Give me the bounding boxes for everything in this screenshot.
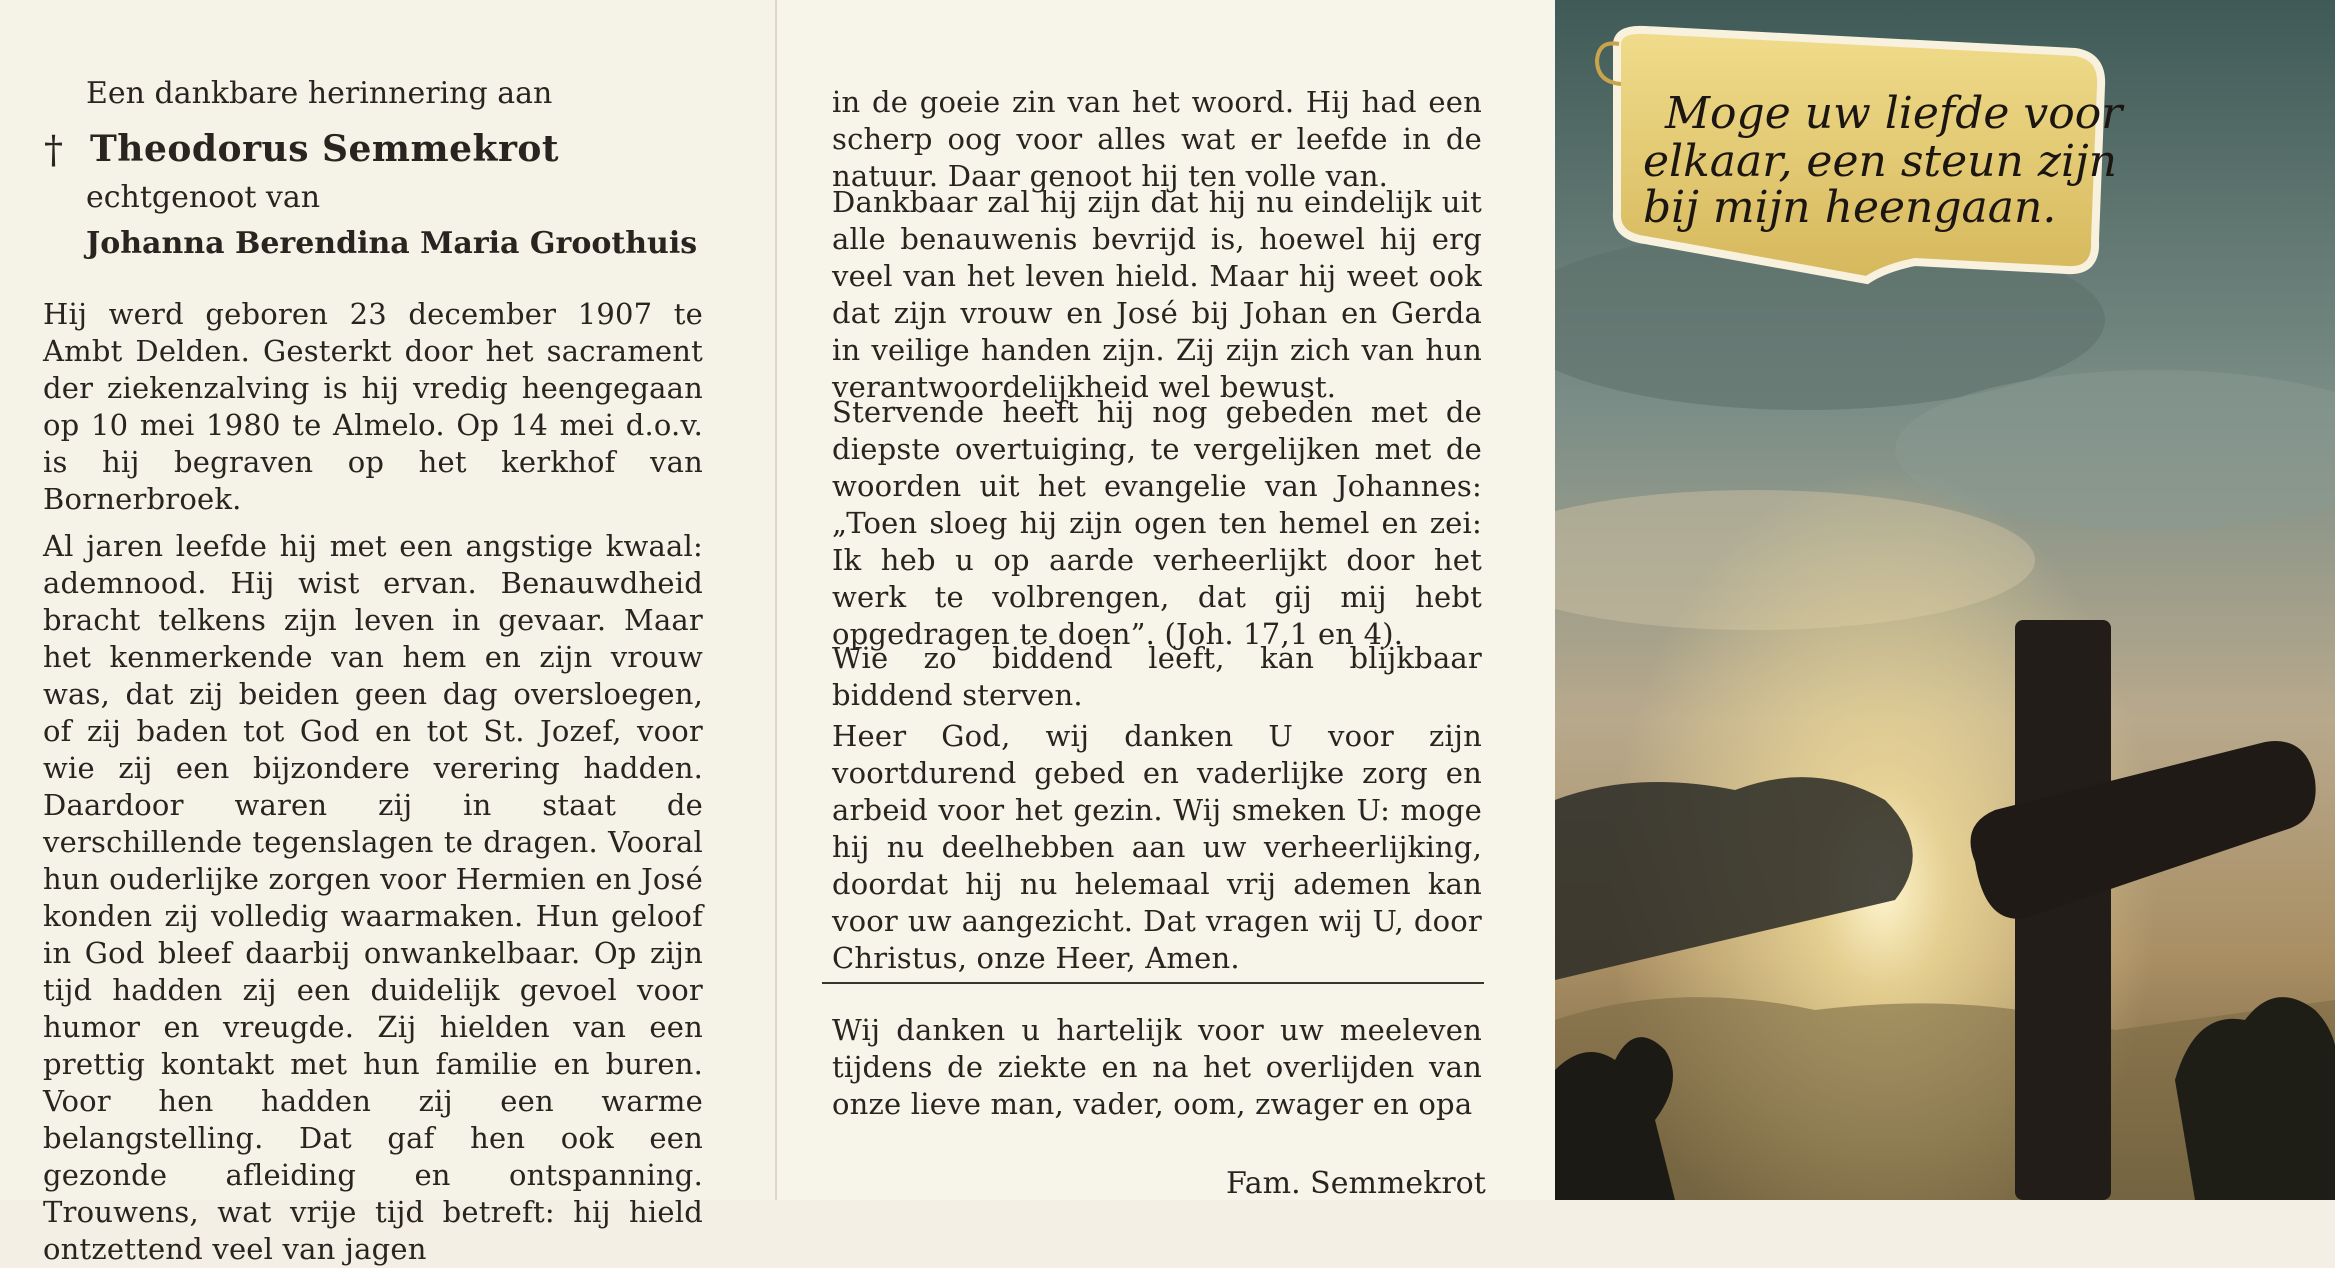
biddend-paragraph: Wie zo biddend leeft, kan blijkbaar biddend sterven. xyxy=(832,641,1482,712)
nature-paragraph: in de goeie zin van het woord. Hij had een scherp oog voor alles wat er leefde in de natuur. Daar genoot hij ten volle van. xyxy=(832,85,1482,193)
family-signature: Fam. Semmekrot xyxy=(1226,1166,1486,1201)
prayer-paragraph: Stervende heeft hij nog gebeden met de diepste overtuiging, te vergelijken met de woorden uit het evangelie van Johannes: „Toen sloeg hij zijn ogen ten hemel en zei: Ik heb u op aarde verheerlijkt door het werk te volbrengen, dat gij mij hebt opgedragen te doen”. (Joh. 17,1 en 4). xyxy=(832,395,1482,651)
biography-paragraph: Hij werd geboren 23 december 1907 te Ambt Delden. Gesterkt door het sacrament der ziekenzalving is hij vredig heengegaan op 10 mei 1980 te Almelo. Op 14 mei d.o.v. is hij begraven op het kerkhof van Bornerbroek. xyxy=(43,297,703,516)
divider-rule xyxy=(822,982,1484,984)
sky-cross-illustration xyxy=(1555,0,2335,1200)
fold-line xyxy=(775,0,777,1200)
deceased-name: Theodorus Semmekrot xyxy=(90,128,560,170)
character-paragraph: Al jaren leefde hij met een angstige kwaal: ademnood. Hij wist ervan. Benauwdheid bracht telkens zijn leven in gevaar. Maar het kenmerkende van hem en zijn vrouw was, dat zij beiden geen dag oversloegen, of zij baden tot God en tot St. Jozef, voor wie zij een bijzondere verering hadden. Daardoor waren zij in staat de verschillende tegenslagen te dragen. Vooral hun ouderlijke zorgen voor Hermien en José konden zij volledig waarmaken. Hun geloof in God bleef daarbij onwankelbaar. Op zijn tijd hadden zij een duidelijk gevoel voor humor en vreugde. Zij hielden van een prettig kontakt met hun familie en buren. Voor hen hadden zij een warme belangstelling. Dat gaf hen ook een gezonde afleiding en ontspanning. Trouwens, wat vrije tijd betreft: hij hield ontzettend veel van jagen xyxy=(43,529,703,1266)
intro-text: Een dankbare herinnering aan xyxy=(86,76,553,111)
spouse-label: echtgenoot van xyxy=(86,180,321,215)
photo-panel xyxy=(1555,0,2335,1200)
scroll-line-1: Moge uw liefde voor xyxy=(1665,88,2123,139)
spouse-name: Johanna Berendina Maria Groothuis xyxy=(86,226,698,261)
cross-icon: † xyxy=(44,128,63,172)
closing-prayer-paragraph: Heer God, wij danken U voor zijn voortdurend gebed en vaderlijke zorg en arbeid voor het gezin. Wij smeken U: moge hij nu deelhebben aan uw verheerlijking, doordat hij nu helemaal vrij ademen kan voor uw aangezicht. Dat vragen wij U, door Christus, onze Heer, Amen. xyxy=(832,719,1482,975)
scroll-line-3: bij mijn heengaan. xyxy=(1643,182,2057,233)
thanks-paragraph: Wij danken u hartelijk voor uw meeleven tijdens de ziekte en na het overlijden van onze lieve man, vader, oom, zwager en opa xyxy=(832,1013,1482,1121)
gratitude-paragraph: Dankbaar zal hij zijn dat hij nu eindelijk uit alle benauwenis bevrijd is, hoewel hij erg veel van het leven hield. Maar hij weet ook dat zijn vrouw en José bij Johan en Gerda in veilige handen zijn. Zij zijn zich van hun verantwoordelijkheid wel bewust. xyxy=(832,185,1482,404)
scroll-line-2: elkaar, een steun zijn xyxy=(1643,136,2118,187)
